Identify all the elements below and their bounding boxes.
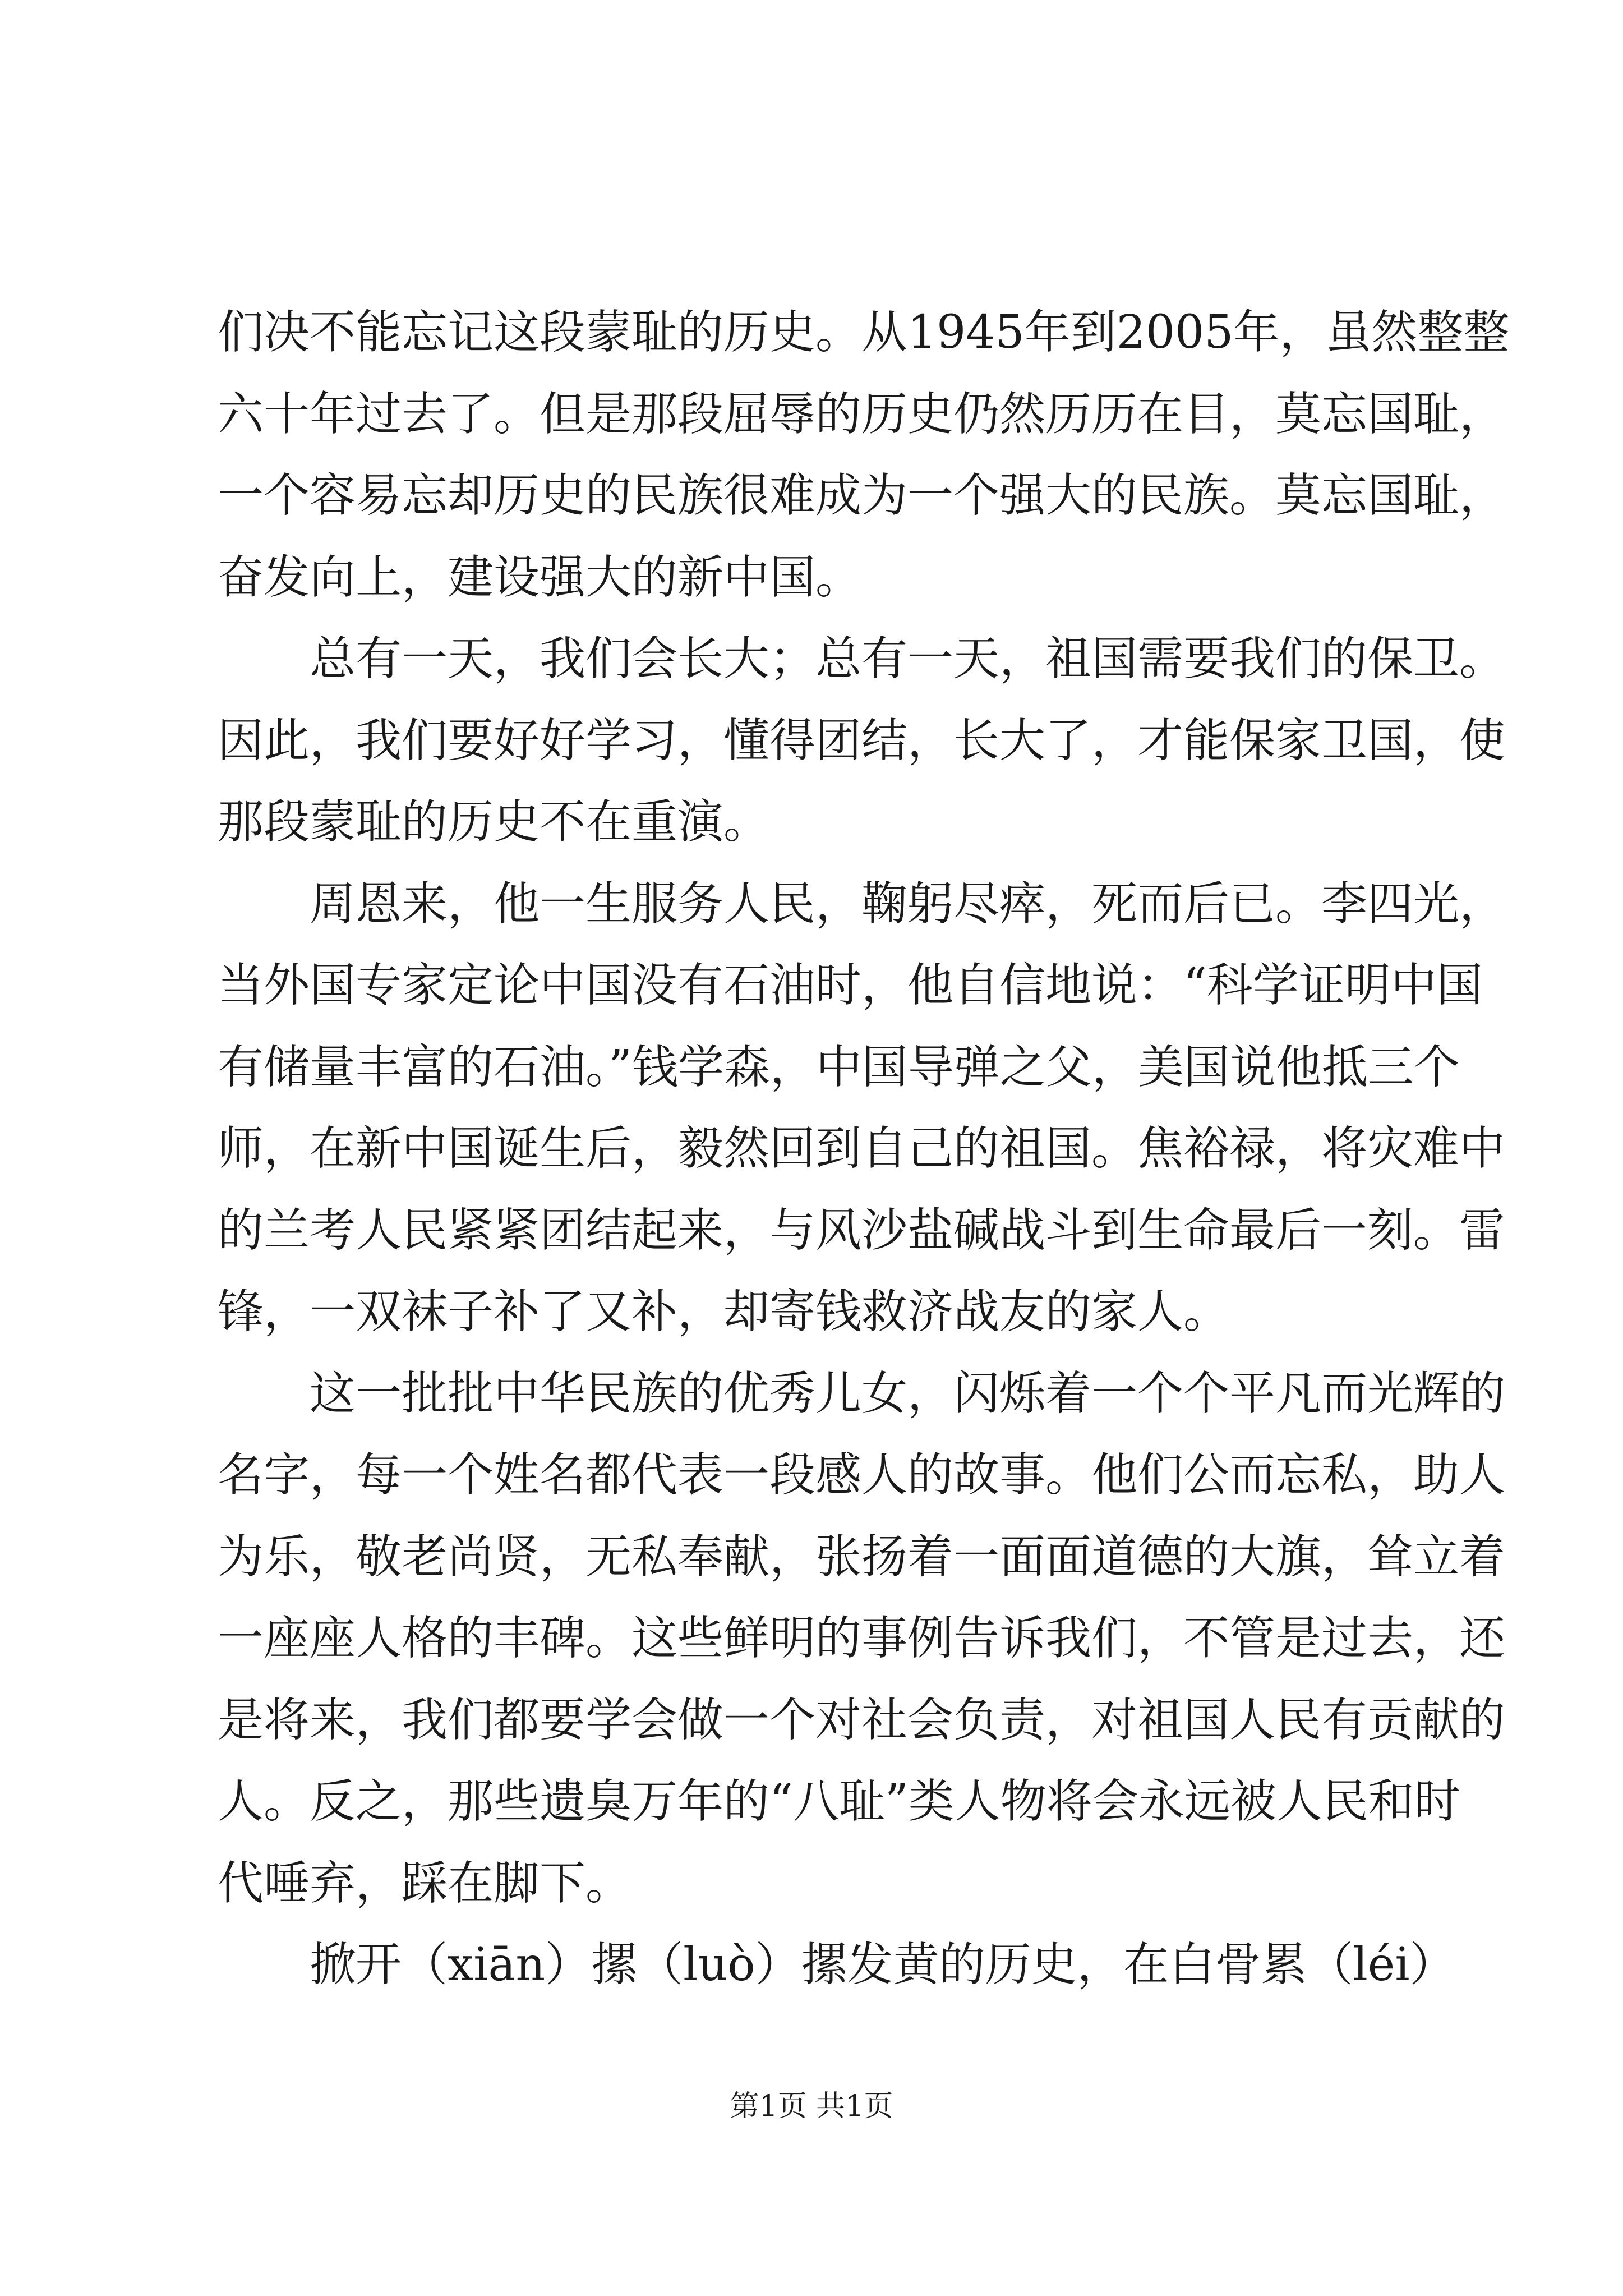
text-line: 一个容易忘却历史的民族很难成为一个强大的民族。莫忘国耻， [218,469,1506,522]
text-line: 因此，我们要好好学习，懂得团结，长大了，才能保家卫国，使 [218,714,1506,767]
text-line: 总有一天，我们会长大；总有一天，祖国需要我们的保卫。 [218,632,1506,685]
page-footer: 第1页 共1页 [730,2090,893,2123]
text-line: 那段蒙耻的历史不在重演。 [218,795,770,849]
text-line: 掀开（xiān）摞（luò）摞发黄的历史，在白骨累（léi） [218,1938,1456,1991]
text-line: 的兰考人民紧紧团结起来，与风沙盐碱战斗到生命最后一刻。雷 [218,1203,1506,1257]
text-line: 锋，一双袜子补了又补，却寄钱救济战友的家人。 [218,1285,1230,1338]
text-line: 当外国专家定论中国没有石油时，他自信地说：“科学证明中国 [218,959,1483,1012]
text-line: 代唾弃，踩在脚下。 [218,1856,632,1910]
text-line: 是将来，我们都要学会做一个对社会负责，对祖国人民有贡献的 [218,1693,1506,1747]
text-line: 一座座人格的丰碑。这些鲜明的事例告诉我们，不管是过去，还 [218,1612,1506,1665]
text-line: 周恩来，他一生服务人民，鞠躬尽瘁，死而后已。李四光， [218,877,1506,931]
text-line: 六十年过去了。但是那段屈辱的历史仍然历历在目，莫忘国耻， [218,387,1506,441]
text-line: 有储量丰富的石油。”钱学森，中国导弹之父，美国说他抵三个 [218,1040,1460,1094]
text-line: 这一批批中华民族的优秀儿女，闪烁着一个个平凡而光辉的 [218,1366,1506,1420]
text-line: 名字，每一个姓名都代表一段感人的故事。他们公而忘私，助人 [218,1448,1506,1502]
body-text [218,292,1510,2006]
text-line: 为乐，敬老尚贤，无私奉献，张扬着一面面道德的大旗，耸立着 [218,1530,1506,1584]
text-line: 师，在新中国诞生后，毅然回到自己的祖国。焦裕禄，将灾难中 [218,1122,1506,1175]
text-line: 奋发向上，建设强大的新中国。 [218,550,862,604]
text-line: 人。反之，那些遗臭万年的“八耻”类人物将会永远被人民和时 [218,1775,1460,1828]
text-line: 们决不能忘记这段蒙耻的历史。从1945年到2005年，虽然整整 [218,306,1510,359]
